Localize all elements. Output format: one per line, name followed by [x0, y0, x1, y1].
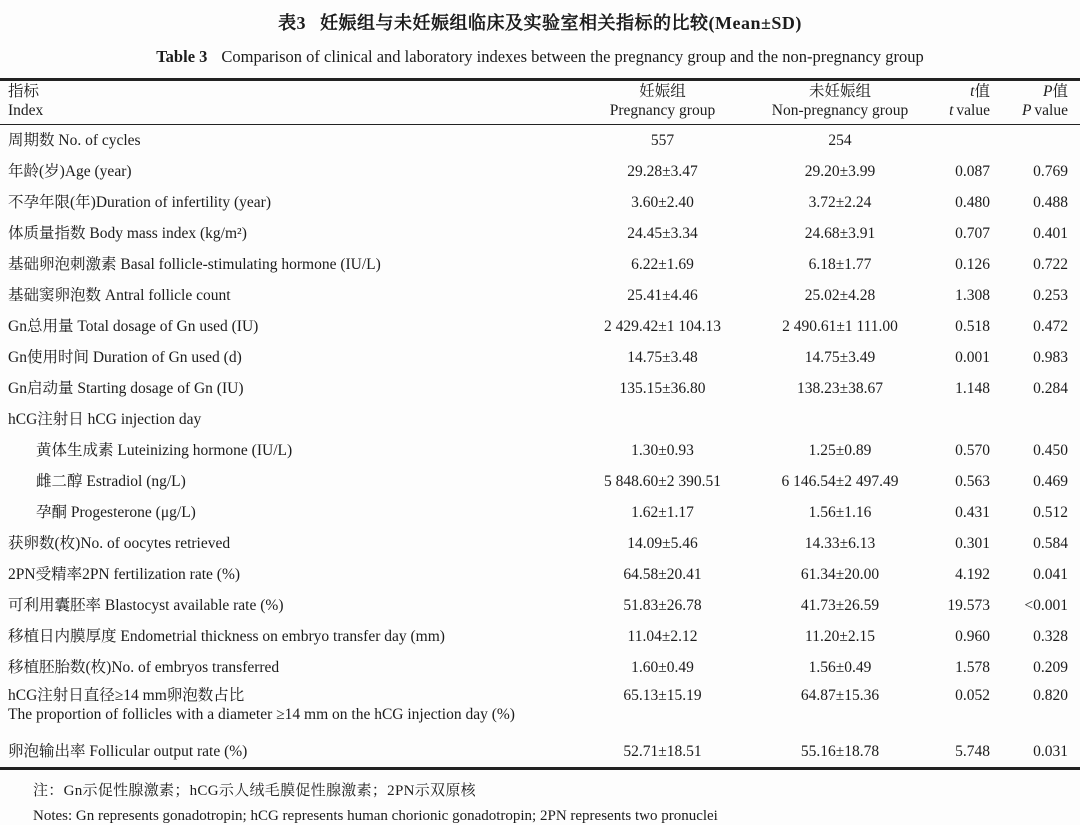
p-value-cell: 0.983 — [1033, 349, 1068, 366]
header-non-pregnancy-zh: 未妊娠组 — [808, 83, 871, 100]
row-label: Gn使用时间 Duration of Gn used (d) — [8, 349, 242, 366]
p-value-cell: 0.253 — [1033, 287, 1068, 304]
pregnancy-value-cell: 29.28±3.47 — [627, 163, 698, 180]
table-row — [0, 683, 1080, 736]
p-value-cell: 0.450 — [1033, 442, 1068, 459]
non-pregnancy-value-cell: 24.68±3.91 — [804, 225, 876, 242]
row-label: 雌二醇 Estradiol (ng/L) — [36, 473, 186, 490]
p-value-cell — [997, 125, 1080, 157]
table-row — [0, 187, 1080, 218]
t-value-cell: 5.748 — [955, 743, 990, 760]
row-label: 基础窦卵泡数 Antral follicle count — [8, 287, 231, 304]
pregnancy-value-cell: 1.30±0.93 — [631, 442, 694, 459]
pregnancy-value-cell: 6.22±1.69 — [631, 256, 694, 273]
p-value-cell: 0.469 — [1033, 473, 1068, 490]
pregnancy-value-cell: 11.04±2.12 — [627, 628, 698, 645]
p-value-cell: 0.512 — [1033, 504, 1068, 521]
row-label-cell — [0, 559, 570, 590]
row-label: 可利用囊胚率 Blastocyst available rate (%) — [8, 597, 284, 614]
pregnancy-value-cell: 135.15±36.80 — [619, 380, 706, 397]
non-pregnancy-value-cell: 14.75±3.49 — [804, 349, 876, 366]
p-value-cell: <0.001 — [1024, 597, 1068, 614]
row-label-cell — [0, 466, 570, 497]
row-label-cell — [0, 497, 570, 528]
pregnancy-value-cell: 24.45±3.34 — [627, 225, 698, 242]
pregnancy-value-cell: 1.62±1.17 — [631, 504, 694, 521]
pregnancy-value-cell: 64.58±20.41 — [623, 566, 702, 583]
non-pregnancy-value-cell: 254 — [828, 132, 852, 149]
row-label: hCG注射日直径≥14 mm卵泡数占比 — [8, 687, 245, 704]
p-value-cell: 0.209 — [1033, 659, 1068, 676]
pregnancy-value-cell: 65.13±15.19 — [623, 687, 702, 704]
non-pregnancy-value-cell: 1.25±0.89 — [808, 442, 872, 459]
row-label: 体质量指数 Body mass index (kg/m²) — [8, 225, 247, 242]
row-label-cell — [0, 311, 570, 342]
p-value-cell: 0.769 — [1033, 163, 1068, 180]
row-label: 孕酮 Progesterone (μg/L) — [36, 504, 196, 521]
p-value-cell: 0.472 — [1033, 318, 1068, 335]
row-label-cell — [0, 435, 570, 466]
pregnancy-value-cell: 25.41±4.46 — [627, 287, 698, 304]
p-value-cell: 0.820 — [1033, 687, 1068, 704]
header-index-zh: 指标 — [8, 83, 40, 100]
row-label-cell — [0, 621, 570, 652]
table-row — [0, 404, 1080, 435]
row-label: 年龄(岁)Age (year) — [8, 163, 132, 180]
t-value-cell: 0.480 — [955, 194, 990, 211]
row-label-cell — [0, 373, 570, 404]
non-pregnancy-value-cell: 2 490.61±1 111.00 — [782, 318, 898, 335]
row-label-cell — [0, 187, 570, 218]
pregnancy-value-cell: 1.60±0.49 — [631, 659, 694, 676]
t-value-cell: 0.126 — [955, 256, 990, 273]
header-pregnancy — [570, 80, 755, 125]
row-label-cell — [0, 528, 570, 559]
row-label-cell — [0, 683, 570, 736]
row-label: hCG注射日 hCG injection day — [8, 411, 202, 428]
non-pregnancy-value-cell: 6.18±1.77 — [808, 256, 872, 273]
header-index-en: Index — [8, 101, 44, 119]
table-row — [0, 559, 1080, 590]
table-title-zh — [0, 0, 1080, 35]
non-pregnancy-value-cell: 14.33±6.13 — [804, 535, 876, 552]
note-en: Notes: Gn represents gonadotropin; hCG represents human chorionic gonadotropin; 2PN represents two pronuclei — [33, 808, 718, 824]
table-row — [0, 342, 1080, 373]
table-row — [0, 621, 1080, 652]
pregnancy-value-cell: 14.09±5.46 — [627, 535, 698, 552]
table-row — [0, 373, 1080, 404]
table-row — [0, 590, 1080, 621]
header-t-value — [925, 80, 997, 125]
table-row — [0, 218, 1080, 249]
row-label: 移植日内膜厚度 Endometrial thickness on embryo transfer day (mm) — [8, 628, 445, 645]
non-pregnancy-value-cell: 61.34±20.00 — [800, 566, 880, 583]
row-label: 黄体生成素 Luteinizing hormone (IU/L) — [36, 442, 293, 459]
row-label: Gn启动量 Starting dosage of Gn (IU) — [8, 380, 244, 397]
pregnancy-value-cell — [570, 404, 755, 435]
t-value-cell: 0.301 — [955, 535, 990, 552]
header-pregnancy-zh: 妊娠组 — [639, 83, 686, 100]
non-pregnancy-value-cell: 1.56±0.49 — [808, 659, 872, 676]
non-pregnancy-value-cell: 29.20±3.99 — [804, 163, 876, 180]
table-row — [0, 652, 1080, 683]
header-t-en: t value — [949, 101, 990, 119]
row-label: 基础卵泡刺激素 Basal follicle-stimulating hormone (IU/L) — [8, 256, 381, 273]
row-label: 移植胚胎数(枚)No. of embryos transferred — [8, 659, 280, 676]
header-pregnancy-en: Pregnancy group — [609, 101, 716, 119]
table-title-en-label: Table 3 — [156, 47, 208, 66]
non-pregnancy-value-cell: 1.56±1.16 — [808, 504, 872, 521]
non-pregnancy-value-cell — [755, 404, 925, 435]
pregnancy-value-cell: 3.60±2.40 — [631, 194, 694, 211]
table-row — [0, 311, 1080, 342]
header-t-zh: t值 — [970, 83, 990, 100]
pregnancy-value-cell: 51.83±26.78 — [623, 597, 702, 614]
header-non-pregnancy-en: Non-pregnancy group — [771, 101, 909, 119]
t-value-cell: 0.518 — [955, 318, 990, 335]
table-row — [0, 466, 1080, 497]
table-title-en — [0, 47, 1080, 67]
row-label-cell — [0, 736, 570, 769]
table-row — [0, 497, 1080, 528]
row-label-cell — [0, 125, 570, 157]
table-notes — [0, 779, 1080, 825]
t-value-cell: 0.087 — [955, 163, 990, 180]
t-value-cell: 1.308 — [955, 287, 990, 304]
p-value-cell: 0.584 — [1033, 535, 1068, 552]
row-label: 不孕年限(年)Duration of infertility (year) — [8, 194, 271, 211]
table-row — [0, 125, 1080, 157]
row-label-cell — [0, 280, 570, 311]
row-label: Gn总用量 Total dosage of Gn used (IU) — [8, 318, 259, 335]
row-label-cell — [0, 404, 570, 435]
header-non-pregnancy — [755, 80, 925, 125]
row-label: 2PN受精率2PN fertilization rate (%) — [8, 566, 241, 583]
non-pregnancy-value-cell: 6 146.54±2 497.49 — [781, 473, 899, 490]
t-value-cell: 0.570 — [955, 442, 990, 459]
table-title-zh-text: 妊娠组与未妊娠组临床及实验室相关指标的比较(Mean±SD) — [320, 13, 802, 33]
row-label-cell — [0, 652, 570, 683]
t-value-cell: 0.563 — [955, 473, 990, 490]
header-p-value — [997, 80, 1080, 125]
row-label-cell — [0, 218, 570, 249]
pregnancy-value-cell: 14.75±3.48 — [627, 349, 698, 366]
pregnancy-value-cell: 2 429.42±1 104.13 — [603, 318, 721, 335]
row-label: 周期数 No. of cycles — [8, 132, 141, 149]
pregnancy-value-cell: 557 — [650, 132, 675, 149]
p-value-cell: 0.328 — [1033, 628, 1068, 645]
row-label-line2: The proportion of follicles with a diameter ≥14 mm on the hCG injection day (%) — [8, 706, 515, 723]
p-value-cell: 0.031 — [1033, 743, 1068, 760]
t-value-cell — [925, 404, 997, 435]
t-value-cell: 0.960 — [955, 628, 990, 645]
non-pregnancy-value-cell: 3.72±2.24 — [808, 194, 872, 211]
t-value-cell — [925, 125, 997, 157]
header-p-zh: P值 — [1043, 83, 1068, 100]
row-label: 获卵数(枚)No. of oocytes retrieved — [8, 535, 231, 552]
header-index — [0, 80, 570, 125]
header-row — [0, 80, 1080, 125]
row-label-cell — [0, 590, 570, 621]
non-pregnancy-value-cell: 11.20±2.15 — [805, 628, 875, 645]
pregnancy-value-cell: 52.71±18.51 — [623, 743, 702, 760]
t-value-cell: 4.192 — [955, 566, 990, 583]
row-label-cell — [0, 249, 570, 280]
t-value-cell: 0.001 — [955, 349, 990, 366]
comparison-table — [0, 78, 1080, 770]
t-value-cell: 0.052 — [955, 687, 990, 704]
row-label-cell — [0, 156, 570, 187]
table-row — [0, 736, 1080, 769]
row-label-cell — [0, 342, 570, 373]
header-p-en: P value — [1021, 101, 1068, 119]
p-value-cell — [997, 404, 1080, 435]
t-value-cell: 1.578 — [955, 659, 990, 676]
table-row — [0, 435, 1080, 466]
p-value-cell: 0.284 — [1033, 380, 1068, 397]
table-row — [0, 249, 1080, 280]
non-pregnancy-value-cell: 55.16±18.78 — [800, 743, 880, 760]
table-title-en-text: Comparison of clinical and laboratory indexes between the pregnancy group and the non-pregnancy group — [221, 47, 924, 66]
non-pregnancy-value-cell: 138.23±38.67 — [796, 380, 883, 397]
row-label: 卵泡输出率 Follicular output rate (%) — [8, 743, 248, 760]
p-value-cell: 0.488 — [1033, 194, 1068, 211]
note-zh: 注：Gn示促性腺激素；hCG示人绒毛膜促性腺激素；2PN示双原核 — [33, 783, 476, 799]
t-value-cell: 0.431 — [955, 504, 990, 521]
t-value-cell: 19.573 — [947, 597, 990, 614]
table-title-zh-label: 表3 — [278, 13, 307, 33]
t-value-cell: 0.707 — [955, 225, 990, 242]
p-value-cell: 0.722 — [1033, 256, 1068, 273]
p-value-cell: 0.401 — [1033, 225, 1068, 242]
p-value-cell: 0.041 — [1033, 566, 1068, 583]
t-value-cell: 1.148 — [955, 380, 990, 397]
table-row — [0, 156, 1080, 187]
table-row — [0, 528, 1080, 559]
non-pregnancy-value-cell: 64.87±15.36 — [800, 687, 880, 704]
pregnancy-value-cell: 5 848.60±2 390.51 — [603, 473, 721, 490]
table-row — [0, 280, 1080, 311]
non-pregnancy-value-cell: 41.73±26.59 — [800, 597, 880, 614]
non-pregnancy-value-cell: 25.02±4.28 — [804, 287, 876, 304]
